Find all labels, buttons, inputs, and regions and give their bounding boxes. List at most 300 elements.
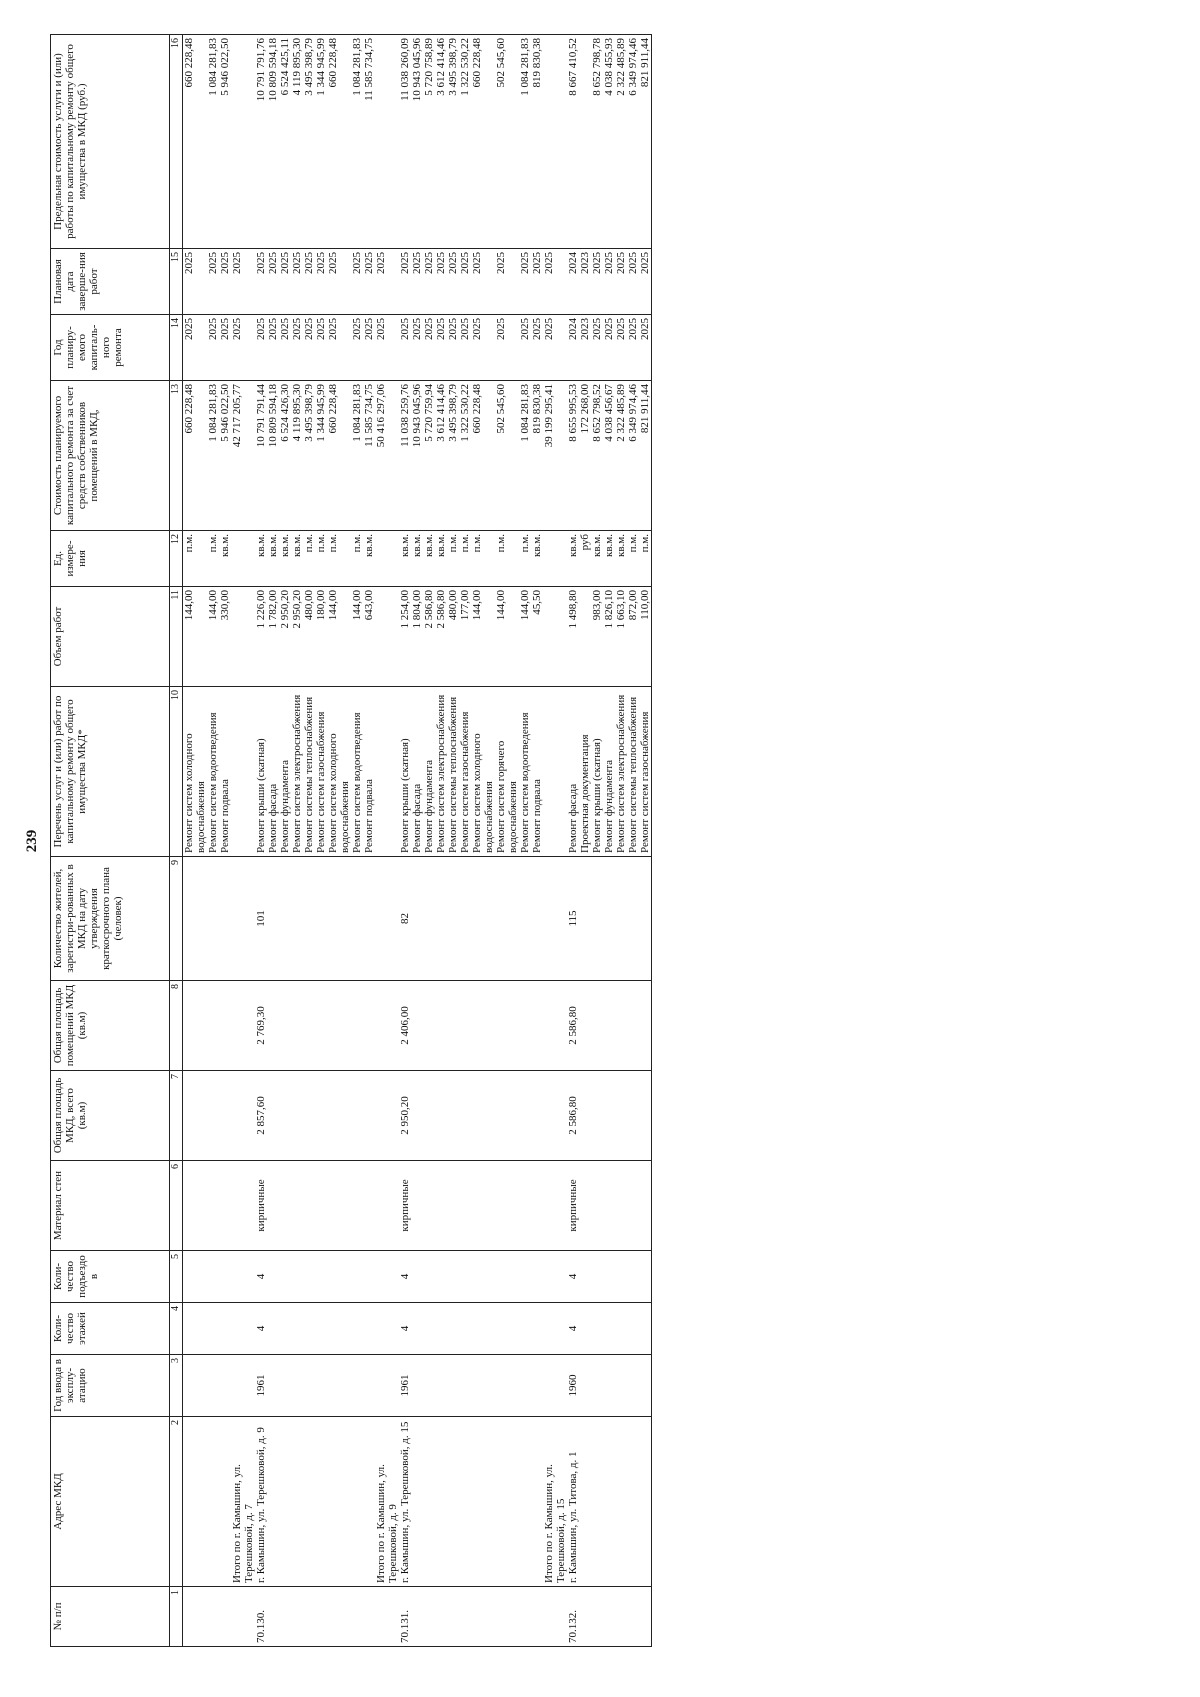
planned-year-cell [519, 315, 531, 381]
measure-unit-cell [207, 531, 219, 587]
commission-year [495, 1355, 519, 1417]
planned-year: 2025 [279, 318, 291, 340]
measure-unit-cell [267, 531, 303, 587]
work-type-cell [207, 687, 219, 857]
table-row [447, 35, 459, 1647]
column-number-row [170, 35, 183, 1647]
column-number: 8 [170, 981, 183, 1071]
row-number [459, 1587, 471, 1647]
work-type-cell [363, 687, 375, 857]
measure-unit: кв.м. [411, 534, 423, 557]
planned-year-cell [531, 315, 543, 381]
cost-limit-cell [603, 35, 627, 249]
planned-cost: 3 612 414,46 [435, 384, 447, 442]
completion-year-cell [315, 249, 327, 315]
header-cell: Плановая дата заверше-ния работ [51, 249, 170, 315]
work-volume-cell [531, 587, 543, 687]
planned-cost: 821 911,44 [639, 384, 651, 434]
entrances-count [219, 1251, 231, 1303]
table-row [495, 35, 519, 1647]
work-volume: 144,00 [351, 590, 363, 621]
work-type-cell [603, 687, 627, 857]
rooms-area: 2 586,80 [567, 981, 591, 1071]
completion-year-cell [351, 249, 363, 315]
total-area [219, 1071, 231, 1161]
work-volume-cell [411, 587, 447, 687]
cost-limit: 3 495 398,79 [303, 38, 315, 96]
floors-count [639, 1303, 652, 1355]
residents-count [219, 857, 231, 981]
planned-year-cell [267, 315, 303, 381]
planned-cost-cell [411, 381, 447, 531]
table-row [351, 35, 363, 1647]
total-area: 2 586,80 [567, 1071, 591, 1161]
entrances-count: 4 [567, 1251, 591, 1303]
total-area [495, 1071, 519, 1161]
total-area [351, 1071, 363, 1161]
cost-limit-cell [495, 35, 519, 249]
row-number [627, 1587, 639, 1647]
planned-cost-cell [531, 381, 543, 531]
work-volume-cell [207, 587, 219, 687]
column-number: 15 [170, 249, 183, 315]
table-row [543, 35, 567, 1647]
residents-count [543, 857, 567, 981]
completion-year-cell [255, 249, 267, 315]
entrances-count [315, 1251, 327, 1303]
wall-material [543, 1161, 567, 1251]
measure-unit: руб [579, 534, 591, 551]
commission-year [447, 1355, 459, 1417]
completion-year-cell [459, 249, 471, 315]
work-volume: 2 950,20 [279, 590, 291, 629]
column-number: 12 [170, 531, 183, 587]
work-volume-cell [603, 587, 627, 687]
total-area [315, 1071, 327, 1161]
work-type-cell [351, 687, 363, 857]
planned-cost-cell [639, 381, 652, 531]
cost-limit: 4 119 895,30 [291, 38, 303, 96]
cost-limit-cell [351, 35, 363, 249]
address: г. Камышин, ул. Титова, д. 1 [567, 1417, 591, 1587]
completion-year-cell [303, 249, 315, 315]
work-type: Ремонт фундамента [279, 759, 291, 853]
cost-limit-cell [399, 35, 411, 249]
measure-unit-cell [363, 531, 375, 587]
work-volume-cell [459, 587, 471, 687]
residents-count [267, 857, 303, 981]
table-row [255, 35, 267, 1647]
cost-limit-cell [531, 35, 543, 249]
wall-material [231, 1161, 255, 1251]
planned-year-cell [255, 315, 267, 381]
work-type: Ремонт фасада [411, 783, 423, 853]
header-cell: Год ввода в эксплу-атацию [51, 1355, 170, 1417]
work-type: Ремонт крыши (скатная) [591, 738, 603, 853]
residents-count [459, 857, 471, 981]
address [447, 1417, 459, 1587]
table-row [315, 35, 327, 1647]
work-type-cell [519, 687, 531, 857]
residents-count: 115 [567, 857, 591, 981]
work-type-cell [315, 687, 327, 857]
planned-year-cell [315, 315, 327, 381]
commission-year [459, 1355, 471, 1417]
planned-cost-cell [591, 381, 603, 531]
address [627, 1417, 639, 1587]
work-volume-cell [375, 587, 399, 687]
work-volume: 177,00 [459, 590, 471, 621]
residents-count [363, 857, 375, 981]
work-volume-cell [543, 587, 567, 687]
entrances-count [447, 1251, 459, 1303]
measure-unit-cell [303, 531, 315, 587]
floors-count [471, 1303, 495, 1355]
planned-year-cell [363, 315, 375, 381]
planned-cost: 10 943 045,96 [411, 384, 423, 448]
wall-material [207, 1161, 219, 1251]
table-row [567, 35, 591, 1647]
work-volume: 2 586,80 [435, 590, 447, 629]
planned-cost: 10 791 791,44 [255, 384, 267, 448]
measure-unit-cell [627, 531, 639, 587]
floors-count: 4 [399, 1303, 411, 1355]
measure-unit-cell [531, 531, 543, 587]
measure-unit [375, 534, 387, 583]
work-type-cell [183, 687, 208, 857]
residents-count [411, 857, 447, 981]
total-area [543, 1071, 567, 1161]
completion-year: 2025 [327, 252, 339, 274]
cost-limit: 819 830,38 [531, 38, 543, 88]
address [531, 1417, 543, 1587]
planned-year: 2025 [495, 318, 507, 340]
planned-year: 2023 [579, 318, 591, 340]
entrances-count [327, 1251, 351, 1303]
row-number [495, 1587, 519, 1647]
row-number [183, 1587, 208, 1647]
measure-unit: кв.м. [423, 534, 435, 557]
cost-limit [375, 38, 387, 245]
residents-count [591, 857, 603, 981]
measure-unit: п.м. [471, 534, 483, 553]
planned-cost: 1 344 945,99 [315, 384, 327, 442]
commission-year [207, 1355, 219, 1417]
wall-material: кирпичные [255, 1161, 267, 1251]
measure-unit: кв.м. [279, 534, 291, 557]
completion-year-cell [375, 249, 399, 315]
planned-cost: 502 545,60 [495, 384, 507, 434]
total-area: 2 857,60 [255, 1071, 267, 1161]
cost-limit: 4 038 455,93 [603, 38, 615, 96]
wall-material [639, 1161, 652, 1251]
measure-unit: п.м. [327, 534, 339, 553]
work-volume: 45,50 [531, 590, 543, 615]
row-number [327, 1587, 351, 1647]
completion-year: 2024 [567, 252, 579, 274]
commission-year [315, 1355, 327, 1417]
floors-count [219, 1303, 231, 1355]
cost-limit-cell [459, 35, 471, 249]
address [315, 1417, 327, 1587]
work-type: Ремонт фасада [267, 783, 279, 853]
row-number: 70.130. [255, 1587, 267, 1647]
table-row [639, 35, 652, 1647]
completion-year: 2025 [375, 252, 387, 274]
column-number: 1 [170, 1587, 183, 1647]
work-type-cell [567, 687, 591, 857]
work-type: Ремонт систем горячего водоснабжения [495, 740, 519, 853]
cost-limit: 1 344 945,99 [315, 38, 327, 96]
completion-year: 2025 [435, 252, 447, 274]
planned-cost-cell [351, 381, 363, 531]
total-area [183, 1071, 208, 1161]
cost-limit: 1 084 281,83 [207, 38, 219, 96]
cost-limit: 3 612 414,46 [435, 38, 447, 96]
cost-limit-cell [327, 35, 351, 249]
work-volume: 330,00 [219, 590, 231, 621]
floors-count [531, 1303, 543, 1355]
work-type: Ремонт систем газоснабжения [315, 711, 327, 853]
work-volume-cell [519, 587, 531, 687]
address [363, 1417, 375, 1587]
table-row [591, 35, 603, 1647]
cost-limit: 11 038 260,09 [399, 38, 411, 101]
commission-year [531, 1355, 543, 1417]
row-number [543, 1587, 567, 1647]
planned-year: 2025 [423, 318, 435, 340]
row-number [411, 1587, 447, 1647]
floors-count [543, 1303, 567, 1355]
work-type-cell [531, 687, 543, 857]
planned-year: 2025 [435, 318, 447, 340]
cost-limit: 502 545,60 [495, 38, 507, 88]
planned-cost: 39 199 295,41 [543, 384, 555, 448]
column-number: 3 [170, 1355, 183, 1417]
completion-year: 2025 [183, 252, 195, 274]
table-row [303, 35, 315, 1647]
completion-year: 2025 [519, 252, 531, 274]
work-type: Ремонт систем холодного водоснабжения [183, 733, 207, 853]
measure-unit-cell [219, 531, 231, 587]
table-row [471, 35, 495, 1647]
header-cell: Общая площадь МКД, всего (кв.м) [51, 1071, 170, 1161]
completion-year-cell [639, 249, 652, 315]
measure-unit: кв.м. [255, 534, 267, 557]
residents-count [447, 857, 459, 981]
floors-count [591, 1303, 603, 1355]
planned-year-cell [351, 315, 363, 381]
planned-year-cell [603, 315, 627, 381]
measure-unit-cell [639, 531, 652, 587]
cost-limit-cell [231, 35, 255, 249]
rooms-area [591, 981, 603, 1071]
planned-cost: 6 349 974,46 [627, 384, 639, 442]
measure-unit-cell [231, 531, 255, 587]
work-type-cell [327, 687, 351, 857]
cost-limit: 5 946 022,50 [219, 38, 231, 96]
planned-cost: 5 946 022,50 [219, 384, 231, 442]
planned-cost-cell [447, 381, 459, 531]
rooms-area [219, 981, 231, 1071]
measure-unit: п.м. [459, 534, 471, 553]
work-type: Ремонт систем газоснабжения [459, 711, 471, 853]
header-cell: Год планиру-емого капиталь-ного ремонта [51, 315, 170, 381]
total-area [459, 1071, 471, 1161]
total-area [363, 1071, 375, 1161]
table-row [411, 35, 447, 1647]
address [351, 1417, 363, 1587]
rooms-area [183, 981, 208, 1071]
work-type-cell [375, 687, 399, 857]
work-volume: 144,00 [207, 590, 219, 621]
entrances-count [375, 1251, 399, 1303]
measure-unit: кв.м. [267, 534, 279, 557]
work-volume: 144,00 [327, 590, 339, 621]
total-area [519, 1071, 531, 1161]
completion-year-cell [327, 249, 351, 315]
floors-count [351, 1303, 363, 1355]
cost-limit-cell [207, 35, 219, 249]
work-volume: 1 804,00 [411, 590, 423, 629]
planned-cost: 2 322 485,89 [615, 384, 627, 442]
completion-year-cell [531, 249, 543, 315]
cost-limit [543, 38, 555, 245]
column-number: 14 [170, 315, 183, 381]
work-volume-cell [447, 587, 459, 687]
cost-limit-cell [255, 35, 267, 249]
completion-year: 2025 [459, 252, 471, 274]
cost-limit: 1 322 530,22 [459, 38, 471, 96]
address [267, 1417, 303, 1587]
rooms-area [327, 981, 351, 1071]
measure-unit-cell [399, 531, 411, 587]
cost-limit: 660 228,48 [327, 38, 339, 88]
work-volume: 1 254,00 [399, 590, 411, 629]
work-volume: 872,00 [627, 590, 639, 621]
floors-count: 4 [255, 1303, 267, 1355]
cost-limit-cell [315, 35, 327, 249]
work-volume: 983,00 [591, 590, 603, 621]
work-volume-cell [495, 587, 519, 687]
planned-cost: 660 228,48 [327, 384, 339, 434]
measure-unit: кв.м. [291, 534, 303, 557]
column-number: 5 [170, 1251, 183, 1303]
measure-unit-cell [471, 531, 495, 587]
work-volume-cell [231, 587, 255, 687]
work-volume: 2 950,20 [291, 590, 303, 629]
planned-year: 2025 [531, 318, 543, 340]
address: г. Камышин, ул. Терешковой, д. 9 [255, 1417, 267, 1587]
wall-material [411, 1161, 447, 1251]
row-number [267, 1587, 303, 1647]
planned-cost: 4 119 895,30 [291, 384, 303, 442]
work-type-cell [627, 687, 639, 857]
measure-unit-cell [459, 531, 471, 587]
commission-year [327, 1355, 351, 1417]
work-volume: 144,00 [495, 590, 507, 621]
measure-unit-cell [543, 531, 567, 587]
planned-cost-cell [303, 381, 315, 531]
residents-count [327, 857, 351, 981]
planned-year-cell [567, 315, 591, 381]
entrances-count [363, 1251, 375, 1303]
address [303, 1417, 315, 1587]
planned-year-cell [459, 315, 471, 381]
table-row [231, 35, 255, 1647]
cost-limit: 3 495 398,79 [447, 38, 459, 96]
cost-limit-cell [639, 35, 652, 249]
planned-year: 2025 [351, 318, 363, 340]
row-number [471, 1587, 495, 1647]
address [639, 1417, 652, 1587]
wall-material [183, 1161, 208, 1251]
wall-material [351, 1161, 363, 1251]
capital-repair-table [50, 34, 652, 1647]
row-number [375, 1587, 399, 1647]
header-cell: Коли-чество этажей [51, 1303, 170, 1355]
planned-year-cell [375, 315, 399, 381]
cost-limit: 660 228,48 [471, 38, 483, 88]
completion-year-cell [495, 249, 519, 315]
table-row [363, 35, 375, 1647]
completion-year: 2025 [291, 252, 303, 274]
table-row [531, 35, 543, 1647]
work-type-cell [543, 687, 567, 857]
measure-unit: п.м. [315, 534, 327, 553]
work-type-cell [267, 687, 303, 857]
wall-material [375, 1161, 399, 1251]
work-volume: 1 498,80 [567, 590, 579, 629]
work-volume: 1 826,10 [603, 590, 615, 629]
work-volume-cell [183, 587, 208, 687]
planned-cost-cell [207, 381, 219, 531]
table-row [627, 35, 639, 1647]
planned-year: 2025 [207, 318, 219, 340]
planned-year: 2025 [291, 318, 303, 340]
cost-limit: 2 322 485,89 [615, 38, 627, 96]
work-type: Ремонт системы теплоснабжения [303, 696, 315, 853]
work-volume-cell [267, 587, 303, 687]
floors-count [627, 1303, 639, 1355]
planned-year: 2025 [459, 318, 471, 340]
work-type: Ремонт систем холодного водоснабжения [327, 733, 351, 853]
commission-year: 1961 [255, 1355, 267, 1417]
total-area [327, 1071, 351, 1161]
work-type: Ремонт систем водоотведения [207, 712, 219, 853]
planned-cost-cell [363, 381, 375, 531]
planned-cost: 42 717 205,77 [231, 384, 243, 448]
planned-year: 2025 [471, 318, 483, 340]
planned-year: 2025 [303, 318, 315, 340]
entrances-count [531, 1251, 543, 1303]
address [219, 1417, 231, 1587]
floors-count: 4 [567, 1303, 591, 1355]
wall-material [327, 1161, 351, 1251]
planned-year-cell [447, 315, 459, 381]
column-number: 16 [170, 35, 183, 249]
rooms-area [603, 981, 627, 1071]
measure-unit-cell [327, 531, 351, 587]
cost-limit: 8 652 798,78 [591, 38, 603, 96]
commission-year [351, 1355, 363, 1417]
total-area [267, 1071, 303, 1161]
work-volume-cell [471, 587, 495, 687]
column-number: 7 [170, 1071, 183, 1161]
completion-year: 2025 [411, 252, 423, 274]
column-number: 10 [170, 687, 183, 857]
cost-limit-cell [519, 35, 531, 249]
